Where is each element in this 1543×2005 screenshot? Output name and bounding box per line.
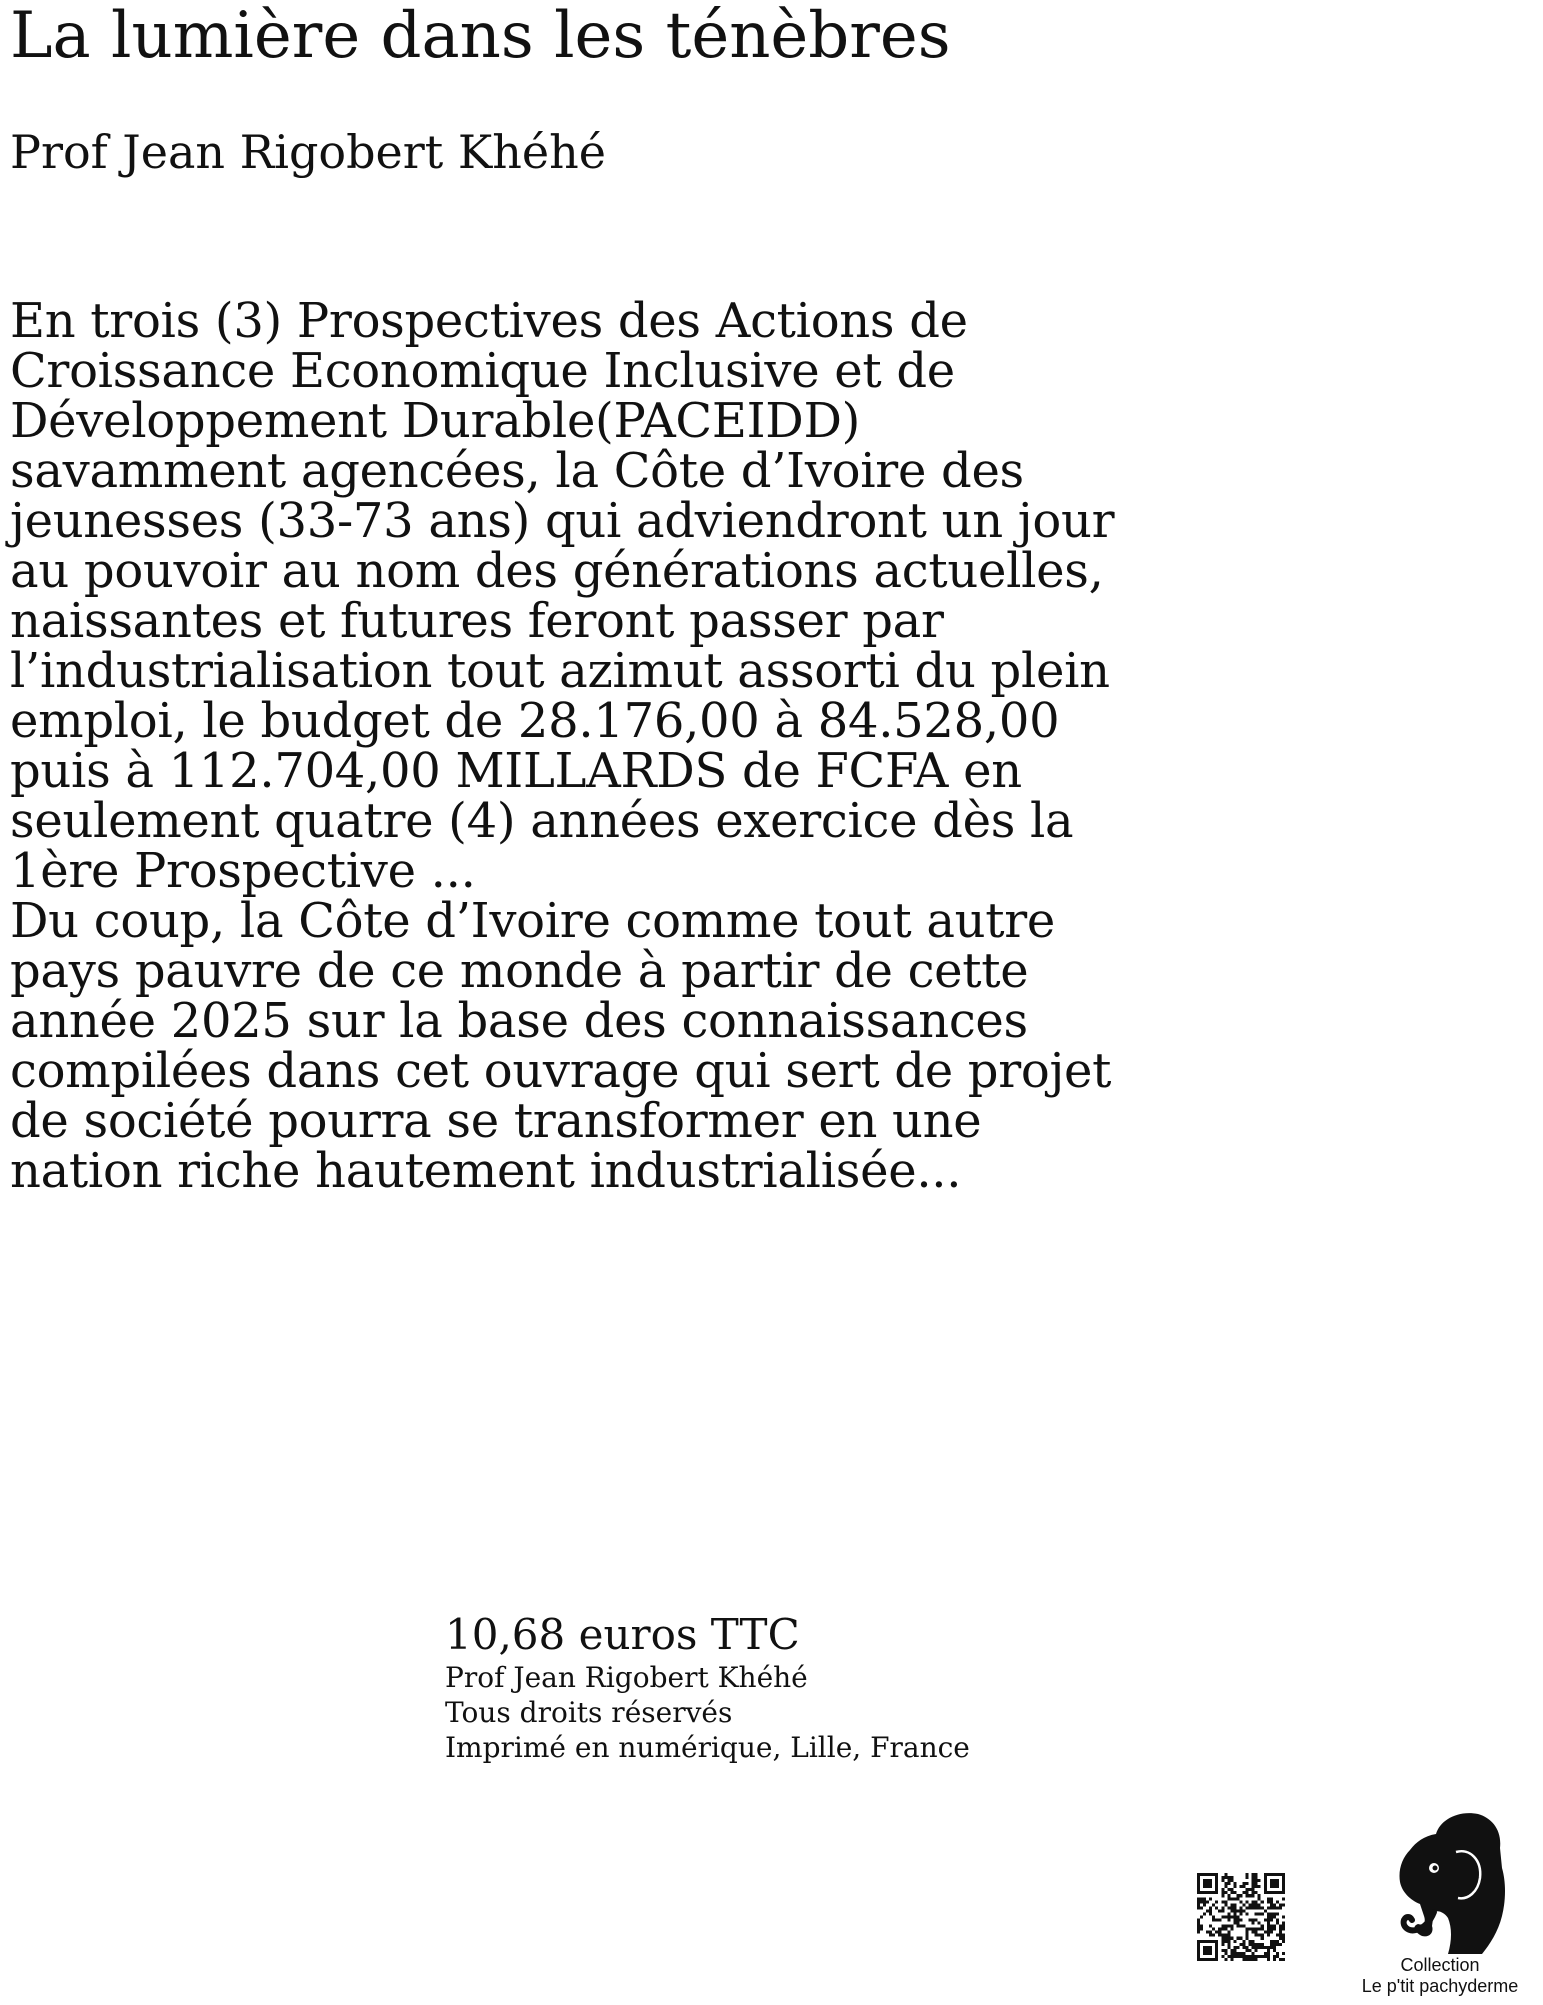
print-location: Imprimé en numérique, Lille, France	[445, 1731, 970, 1764]
imprint-block	[445, 1610, 970, 1765]
blurb-line: nation riche hautement industrialisée...	[10, 1143, 962, 1199]
blurb-line: Croissance Economique Inclusive et de	[10, 343, 955, 399]
blurb-line: seulement quatre (4) années exercice dès la	[10, 793, 1074, 849]
blurb-line: 1ère Prospective ...	[10, 843, 476, 899]
blurb-line: naissantes et futures feront passer par	[10, 593, 944, 649]
blurb-line: En trois (3) Prospectives des Actions de	[10, 293, 968, 349]
elephant-logo-icon	[1378, 1808, 1510, 1954]
blurb-line: Développement Durable(PACEIDD)	[10, 393, 861, 449]
blurb-line: pays pauvre de ce monde à partir de cette	[10, 943, 1029, 999]
blurb-line: compilées dans cet ouvrage qui sert de projet	[10, 1043, 1112, 1099]
blurb-line: de société pourra se transformer en une	[10, 1093, 982, 1149]
collection-name: Le p'tit pachyderme	[1361, 1976, 1519, 1996]
rights-notice: Tous droits réservés	[445, 1696, 733, 1729]
blurb-line: année 2025 sur la base des connaissances	[10, 993, 1028, 1049]
collection-line: Collection	[1400, 1955, 1480, 1975]
blurb-line: l’industrialisation tout azimut assorti du plein	[10, 643, 1110, 699]
blurb-line: au pouvoir au nom des générations actuelles,	[10, 543, 1104, 599]
blurb-line: puis à 112.704,00 MILLARDS de FCFA en	[10, 743, 1022, 799]
blurb-line: jeunesses (33-73 ans) qui adviendront un jour	[10, 493, 1115, 549]
imprint-author: Prof Jean Rigobert Khéhé	[445, 1661, 808, 1694]
book-author: Prof Jean Rigobert Khéhé	[10, 125, 606, 179]
price-label: 10,68 euros TTC	[445, 1610, 800, 1659]
collection-label	[1340, 1955, 1540, 1997]
blurb-line: Du coup, la Côte d’Ivoire comme tout autre	[10, 893, 1056, 949]
back-cover-blurb	[10, 293, 1210, 1199]
book-title: La lumière dans les ténèbres	[10, 0, 951, 73]
blurb-line: savamment agencées, la Côte d’Ivoire des	[10, 443, 1024, 499]
blurb-line: emploi, le budget de 28.176,00 à 84.528,00	[10, 693, 1060, 749]
qr-code-icon	[1197, 1873, 1285, 1961]
